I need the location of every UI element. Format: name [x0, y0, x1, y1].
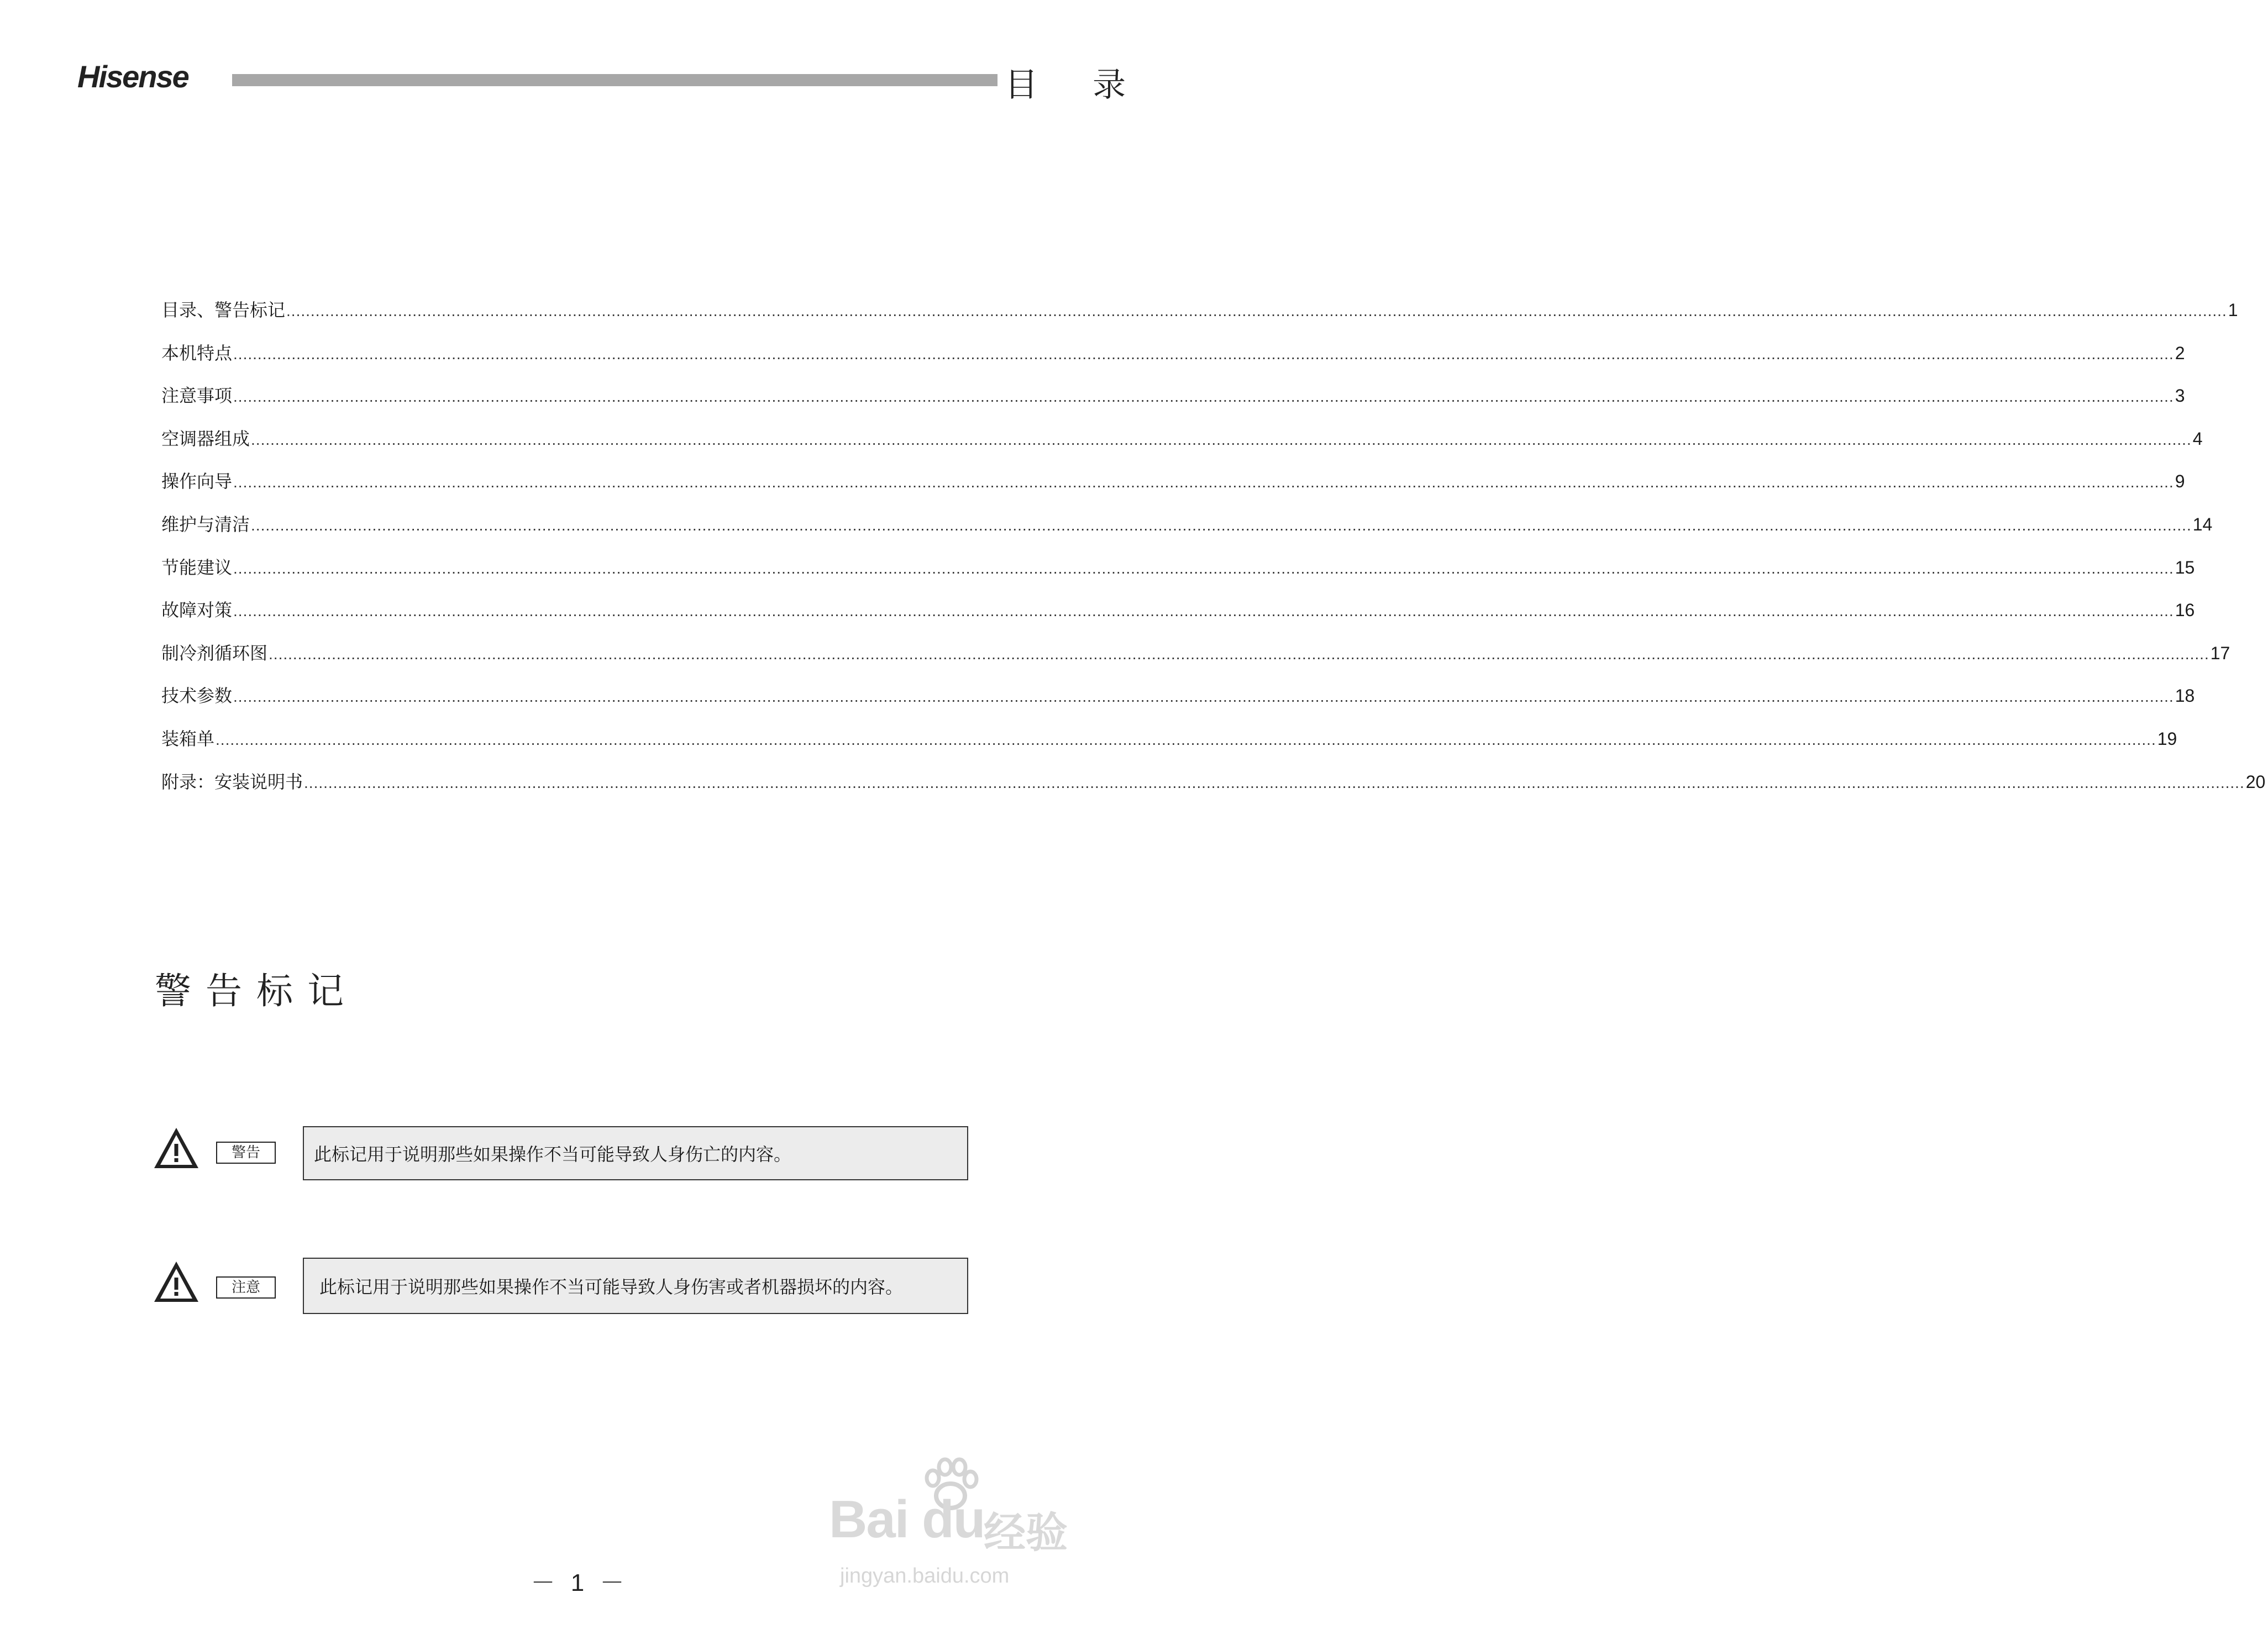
toc-entry-label: 技术参数	[161, 685, 233, 707]
toc-entry	[161, 725, 2177, 768]
warning-section-title: 警告标记	[155, 970, 358, 1012]
baidu-watermark	[818, 1456, 1116, 1589]
toc-entry-page: 17	[2210, 643, 2230, 663]
toc-entry	[161, 768, 2266, 811]
page-title: 目 录	[1005, 66, 1148, 104]
toc-entry-label: 注意事项	[161, 385, 233, 407]
caution-notice	[153, 1258, 970, 1313]
toc-leader-dots: ................................................................................................................................................................................................................................................................................................................................................................................................................	[216, 731, 2156, 748]
toc-leader-dots: ................................................................................................................................................................................................................................................................................................................................................................................................................	[286, 302, 2227, 319]
watermark-label: 经验	[984, 1508, 1068, 1557]
toc-entry-page: 15	[2175, 557, 2195, 577]
warning-tag: 警告	[216, 1142, 276, 1164]
toc-entry-label: 空调器组成	[161, 428, 250, 449]
toc-entry-page: 18	[2175, 686, 2195, 706]
toc-entry-label: 装箱单	[161, 728, 215, 749]
toc-leader-dots: ................................................................................................................................................................................................................................................................................................................................................................................................................	[251, 430, 2192, 448]
toc-leader-dots: ................................................................................................................................................................................................................................................................................................................................................................................................................	[233, 388, 2174, 406]
toc-entry-label: 制冷剂循环图	[161, 642, 268, 664]
toc-entry	[161, 596, 2195, 639]
warning-notice	[153, 1126, 970, 1181]
caution-tag: 注意	[216, 1276, 276, 1299]
header-divider-bar	[232, 74, 998, 86]
toc-leader-dots: ................................................................................................................................................................................................................................................................................................................................................................................................................	[233, 474, 2174, 491]
caution-triangle-icon	[153, 1260, 200, 1304]
table-of-contents	[161, 296, 2266, 811]
toc-leader-dots: ................................................................................................................................................................................................................................................................................................................................................................................................................	[251, 516, 2192, 534]
watermark-brand: Bai du	[829, 1490, 985, 1549]
toc-entry-label: 目录、警告标记	[161, 299, 286, 320]
toc-leader-dots: ................................................................................................................................................................................................................................................................................................................................................................................................................	[269, 645, 2209, 663]
toc-entry	[161, 554, 2195, 597]
toc-leader-dots: ................................................................................................................................................................................................................................................................................................................................................................................................................	[233, 559, 2174, 577]
toc-entry-page: 1	[2228, 300, 2238, 320]
warning-text-box: 此标记用于说明那些如果操作不当可能导致人身伤亡的内容。	[303, 1126, 968, 1180]
toc-entry	[161, 296, 2238, 339]
toc-leader-dots: ................................................................................................................................................................................................................................................................................................................................................................................................................	[233, 345, 2174, 362]
toc-entry-label: 维护与清洁	[161, 513, 250, 535]
toc-entry-page: 4	[2192, 428, 2203, 449]
toc-entry-page: 3	[2175, 386, 2185, 406]
toc-entry	[161, 511, 2213, 554]
hisense-logo: Hisense	[77, 59, 188, 94]
toc-entry-page: 19	[2157, 728, 2177, 749]
toc-entry	[161, 339, 2185, 382]
toc-entry-label: 节能建议	[161, 556, 233, 578]
toc-entry-label: 操作向导	[161, 471, 233, 492]
toc-entry-page: 20	[2245, 771, 2266, 792]
toc-entry	[161, 467, 2185, 511]
toc-entry	[161, 425, 2203, 468]
toc-entry	[161, 639, 2230, 682]
warning-triangle-icon	[153, 1126, 200, 1170]
caution-text-box: 此标记用于说明那些如果操作不当可能导致人身伤害或者机器损坏的内容。	[303, 1258, 968, 1314]
toc-leader-dots: ................................................................................................................................................................................................................................................................................................................................................................................................................	[233, 602, 2174, 620]
toc-entry-label: 故障对策	[161, 600, 233, 621]
toc-leader-dots: ................................................................................................................................................................................................................................................................................................................................................................................................................	[304, 774, 2245, 791]
toc-entry-page: 2	[2175, 343, 2185, 363]
page-header	[0, 0, 1159, 111]
page-number: － 1 －	[531, 1569, 629, 1596]
toc-leader-dots: ................................................................................................................................................................................................................................................................................................................................................................................................................	[233, 688, 2174, 706]
toc-entry	[161, 682, 2195, 725]
toc-entry-label: 附录：安装说明书	[161, 771, 303, 792]
toc-entry-page: 16	[2175, 600, 2195, 621]
toc-entry-page: 14	[2192, 514, 2213, 534]
toc-entry-label: 本机特点	[161, 342, 233, 364]
toc-entry	[161, 382, 2185, 425]
watermark-url: jingyan.baidu.com	[840, 1564, 1010, 1588]
toc-entry-page: 9	[2175, 471, 2185, 492]
